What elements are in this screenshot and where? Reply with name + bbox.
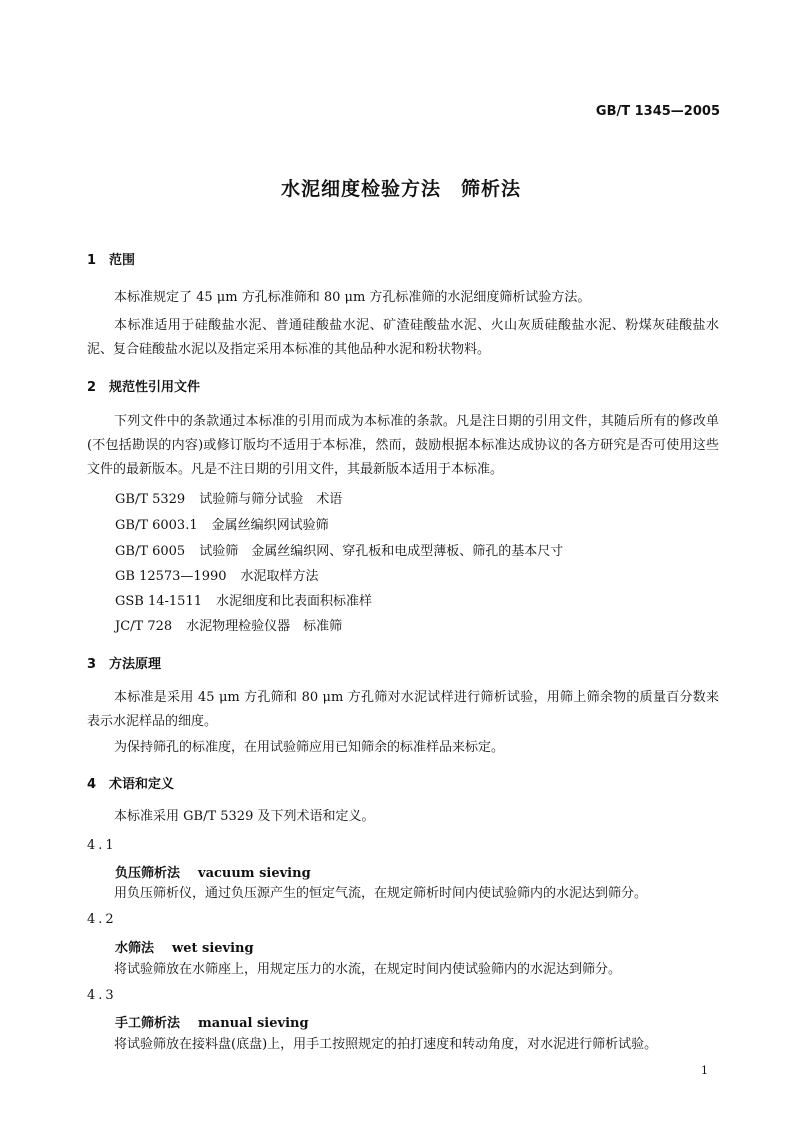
section-2-paragraph: 下列文件中的条款通过本标准的引用而成为本标准的条款。凡是注日期的引用文件，其随后所有的修改单(不包括勘误的内容)或修订版均不适用于本标准，然而，鼓励根据本标准达成协议的各方研究是否可使用这些文件的最新版本。凡是不注日期的引用文件，其最新版本适用于本标准。: [87, 414, 719, 477]
reference-item: [115, 488, 342, 507]
section-title: 规范性引用文件: [109, 380, 201, 395]
section-3-paragraph-1: 本标准是采用 45 μm 方孔筛和 80 μm 方孔筛对水泥试样进行筛析试验，用筛上筛余物的质量百分数来表示水泥样品的细度。: [87, 690, 719, 729]
section-title: 方法原理: [109, 657, 162, 672]
term-en: wet sieving: [172, 941, 254, 956]
section-number: 4: [87, 777, 97, 792]
section-1-heading: [87, 249, 135, 268]
term-zh: 水筛法: [115, 941, 155, 956]
section-1-paragraph-1: 本标准规定了 45 μm 方孔标准筛和 80 μm 方孔标准筛的水泥细度筛析试验方法。: [114, 290, 591, 305]
reference-code: GB 12573—1990: [115, 569, 227, 584]
section-3-heading: [87, 653, 161, 672]
term-definition: 将试验筛放在接料盘(底盘)上，用手工按照规定的拍打速度和转动角度，对水泥进行筛析试验。: [114, 1037, 658, 1052]
document-title: 水泥细度检验方法 筛析法: [280, 178, 521, 200]
reference-title: 试验筛与筛分试验 术语: [199, 492, 343, 507]
term-number: 4.2: [87, 912, 117, 927]
reference-item: [115, 540, 563, 559]
reference-item: [115, 565, 319, 584]
reference-item: [115, 514, 329, 533]
term-en: manual sieving: [198, 1016, 309, 1031]
term-definition: 用负压筛析仪，通过负压源产生的恒定气流，在规定筛析时间内使试验筛内的水泥达到筛分。: [114, 886, 648, 901]
term-zh: 手工筛析法: [115, 1016, 181, 1031]
section-4-heading: [87, 773, 174, 792]
term-heading: [115, 1012, 309, 1031]
reference-title: 金属丝编织网试验筛: [211, 518, 329, 533]
section-number: 2: [87, 380, 97, 395]
term-zh: 负压筛析法: [115, 866, 181, 881]
reference-item: [115, 590, 372, 609]
reference-title: 试验筛 金属丝编织网、穿孔板和电成型薄板、筛孔的基本尺寸: [199, 544, 564, 559]
section-2-heading: [87, 376, 200, 395]
term-number: 4.1: [87, 838, 117, 853]
reference-title: 水泥细度和比表面积标准样: [216, 594, 373, 609]
reference-title: 水泥物理检验仪器 标准筛: [186, 619, 343, 634]
reference-code: GB/T 5329: [115, 492, 186, 507]
reference-code: JC/T 728: [115, 619, 173, 634]
reference-title: 水泥取样方法: [240, 569, 319, 584]
term-heading: [115, 862, 311, 881]
section-1-paragraph-2: 本标准适用于硅酸盐水泥、普通硅酸盐水泥、矿渣硅酸盐水泥、火山灰质硅酸盐水泥、粉煤灰硅酸盐水泥、复合硅酸盐水泥以及指定采用本标准的其他品种水泥和粉状物料。: [87, 318, 719, 357]
term-definition: 将试验筛放在水筛座上，用规定压力的水流，在规定时间内使试验筛内的水泥达到筛分。: [114, 962, 622, 977]
standard-id: GB/T 1345—2005: [595, 104, 720, 119]
reference-code: GB/T 6005: [115, 544, 186, 559]
section-number: 3: [87, 657, 97, 672]
reference-item: [115, 615, 342, 634]
section-title: 范围: [109, 253, 136, 268]
section-title: 术语和定义: [109, 777, 175, 792]
section-4-paragraph: 本标准采用 GB/T 5329 及下列术语和定义。: [114, 809, 375, 824]
page-number: 1: [701, 1064, 708, 1077]
section-3-paragraph-2: 为保持筛孔的标准度，在用试验筛应用已知筛余的标准样品来标定。: [114, 740, 505, 755]
term-heading: [115, 937, 254, 956]
reference-code: GSB 14-1511: [115, 594, 202, 609]
reference-code: GB/T 6003.1: [115, 518, 198, 533]
term-number: 4.3: [87, 988, 117, 1003]
term-en: vacuum sieving: [198, 866, 311, 881]
section-number: 1: [87, 253, 97, 268]
